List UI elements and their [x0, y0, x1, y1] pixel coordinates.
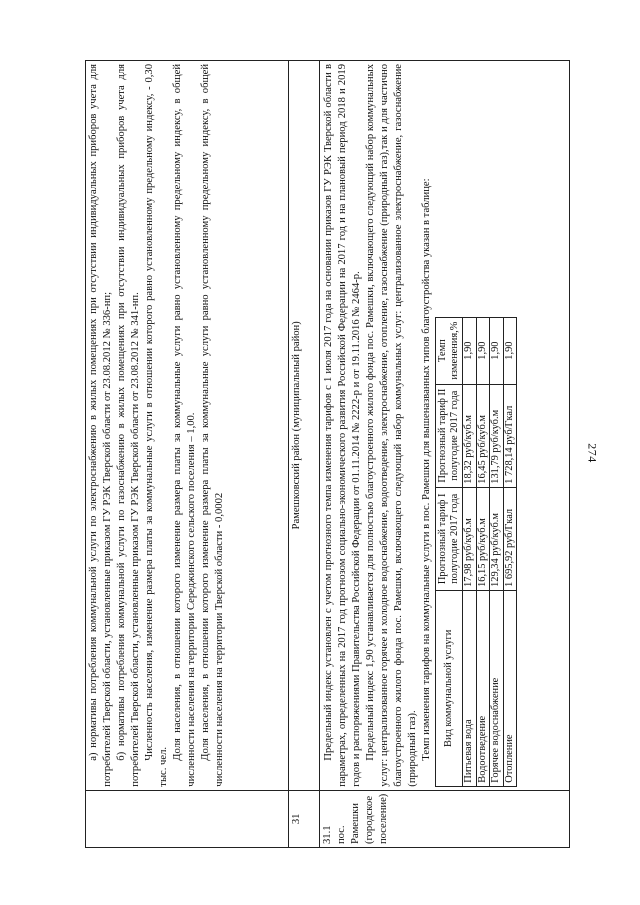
paragraph: Доля населения, в отношении которого изменение размера платы за коммунальные услуги равно установленному предельному индексу, в общей численности населения на территории Тверской области - 0,0002	[200, 64, 225, 787]
row-number: 31	[289, 790, 320, 847]
column-header: Вид коммунальной услуги	[436, 590, 463, 786]
tariff-h2: 18,32 руб/куб.м	[463, 384, 477, 487]
paragraph: а) нормативы потребления коммунальной услуги по электроснабжению в жилых помещениях при отсутствии индивидуальных приборов учета для потребителей Тверской области, установленные приказом ГУ РЭК Тверской области от 23.08.2012 № 336-нп;	[88, 64, 113, 787]
paragraph: Предельный индекс 1,90 устанавливается для полностью благоустроенного жилого фонда пос. Рамешки, включающего следующий набор коммунальных услуг: централизованное горячее и холодное водоснабжение, водоотведение, электроснабжение, отопление, газоснабжение (природный газ),так и для частично благоустроенного жилого фонда пос. Рамешки, включающего следующий набор коммунальных услуг: централизованное электроснабжение, газоснабжение (природный газ).	[365, 64, 418, 787]
column-header: Темп изменения,%	[436, 317, 463, 384]
paragraph: б) нормативы потребления коммунальной услуги по газоснабжению в жилых помещениях при отсутствии индивидуальных приборов учета для потребителей Тверской области, установленные приказом ГУ РЭК Тверской области от 23.08.2012 № 341-нп.	[116, 64, 141, 787]
service-name: Водоотведение	[476, 590, 490, 786]
rotated-page-content	[85, 60, 573, 848]
tariff-header-row	[436, 317, 463, 786]
table-row-previous	[86, 61, 289, 848]
tariff-table	[435, 317, 517, 787]
paragraph: Предельный индекс установлен с учетом прогнозного темпа изменения тарифов с 1 июля 2017 года на основании приказов ГУ РЭК Тверской области в параметрах, определенных на 2017 год прогнозом социально-экономического развития Российской Федерации на 2017 год и на плановый период 2018 и 2019 годов и распоряжениями Правительства Российской Федерации от 01.11.2014 № 2222-р и от 19.11.2016 № 2464-р.	[323, 64, 362, 787]
change-rate: 1,90	[476, 317, 490, 384]
table-row-31-1	[320, 61, 570, 848]
row-number: 31.1	[322, 825, 333, 844]
tariff-h1: 16,15 руб/куб.м	[476, 487, 490, 590]
number-cell-empty	[86, 790, 289, 847]
settlement-name: пос. Рамешки (городское поселение)	[336, 793, 389, 844]
column-header: Прогнозный тариф II полугодие 2017 года	[436, 384, 463, 487]
district-title: Рамешковский район (муниципальный район)	[289, 61, 320, 791]
tariff-h1: 129,34 руб/куб.м	[490, 487, 504, 590]
settlement-text	[320, 61, 570, 791]
settlement-cell	[320, 790, 570, 847]
change-rate: 1,90	[503, 317, 517, 384]
service-name: Питьевая вода	[463, 590, 477, 786]
table-row-31	[289, 61, 320, 848]
tariff-h2: 16,45 руб/куб.м	[476, 384, 490, 487]
tariff-h1: 1 695,92 руб/Гкал	[503, 487, 517, 590]
tariff-row	[503, 317, 517, 786]
main-table	[85, 60, 570, 848]
previous-row-text	[86, 61, 289, 791]
paragraph: Численность населения, изменение размера платы за коммунальные услуги в отношении которого равно установленному предельному индексу, - 0,30 тыс. чел.	[144, 64, 169, 787]
change-rate: 1,90	[463, 317, 477, 384]
paragraph: Темп изменения тарифов на коммунальные услуги в пос. Рамешки для вышеназванных типов благоустройства указан в таблице:	[421, 178, 432, 761]
tariff-h1: 17,98 руб/куб.м	[463, 487, 477, 590]
tariff-row	[490, 317, 504, 786]
tariff-row	[476, 317, 490, 786]
change-rate: 1,90	[490, 317, 504, 384]
service-name: Отопление	[503, 590, 517, 786]
tariff-h2: 131,79 руб/куб.м	[490, 384, 504, 487]
paragraph: Доля населения, в отношении которого изменение размера платы за коммунальные услуги равно установленному предельному индексу, в общей численности населения на территории Середжинского сельского поселения – 1,00.	[172, 64, 197, 787]
tariff-row	[463, 317, 477, 786]
service-name: Горячее водоснабжение	[490, 590, 504, 786]
column-header: Прогнозный тариф I полугодие 2017 года	[436, 487, 463, 590]
tariff-h2: 1 728,14 руб/Гкал	[503, 384, 517, 487]
page-number: 274	[585, 443, 600, 463]
